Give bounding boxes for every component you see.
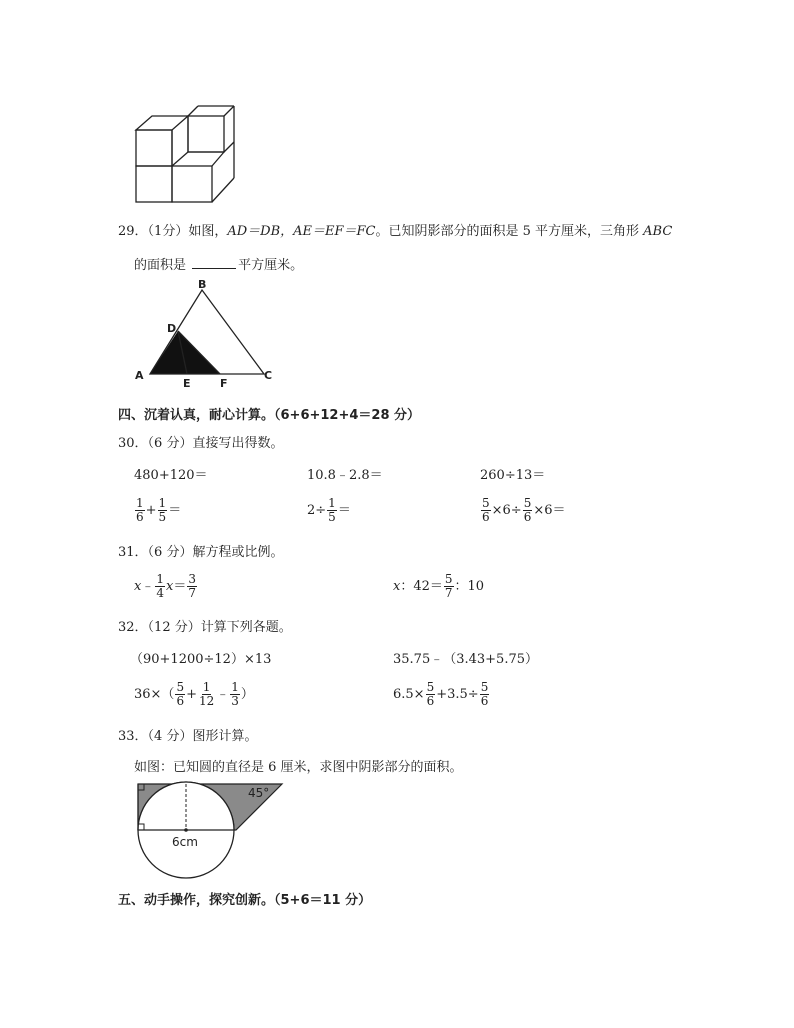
vertex-b-label: B xyxy=(198,280,207,291)
q30-problem-1: 480+120＝ xyxy=(134,468,208,483)
fraction: $\frac{3}{7}$ xyxy=(188,572,196,600)
triangle-abc-figure xyxy=(130,280,280,390)
q30-problem-5: 2÷ $\frac{1}{5}$ ＝ xyxy=(307,496,351,524)
q31-equation-2: x ：42＝ $\frac{5}{7}$ ：10 xyxy=(393,572,485,600)
q33-description: 如图：已知圆的直径是 6 厘米，求图中阴影部分的面积。 xyxy=(134,760,463,775)
q32-calc-4: 6.5× $\frac{5}{6}$ +3.5÷ $\frac{5}{6}$ xyxy=(393,680,489,708)
section-4-title: 四、沉着认真，耐心计算。（6+6+12+4＝28 分） xyxy=(118,408,421,423)
fraction: $\frac{1}{6}$ xyxy=(136,496,144,524)
q30-problem-3: 260÷13＝ xyxy=(480,468,546,483)
fraction: $\frac{5}{6}$ xyxy=(523,496,532,524)
q30-title: 30．（6 分）直接写出得数。 xyxy=(118,436,284,451)
angle-45-label: 45° xyxy=(248,786,270,800)
q32-title: 32．（12 分）计算下列各题。 xyxy=(118,620,292,635)
fraction: $\frac{1}{3}$ xyxy=(231,680,239,708)
cube-stack-figure xyxy=(130,100,240,205)
diameter-label: 6cm xyxy=(172,835,198,849)
q31-equation-1: x ﹣ $\frac{1}{4}$ x ＝ $\frac{3}{7}$ xyxy=(134,572,196,600)
q29-condition: AD＝DB，AE＝EF＝FC xyxy=(227,224,376,239)
point-d-label: D xyxy=(167,322,177,335)
vertex-c-label: C xyxy=(264,369,273,382)
fraction: $\frac{5}{6}$ xyxy=(482,496,490,524)
point-e-label: E xyxy=(183,377,191,390)
point-f-label: F xyxy=(220,377,228,390)
triangle-abc-label: ABC xyxy=(643,224,673,239)
fraction: $\frac{5}{7}$ xyxy=(444,572,453,600)
q30-problem-2: 10.8﹣2.8＝ xyxy=(307,468,383,483)
circle-shaded-figure xyxy=(132,780,286,880)
q29-line1: 29．（1分）如图，AD＝DB，AE＝EF＝FC。已知阴影部分的面积是 5 平方厘米，三角形 ABC xyxy=(118,224,673,239)
fraction: $\frac{5}{6}$ xyxy=(176,680,185,708)
fraction: $\frac{1}{12}$ xyxy=(198,680,215,708)
vertex-a-label: A xyxy=(135,369,144,382)
fraction: $\frac{5}{6}$ xyxy=(426,680,435,708)
fraction: $\frac{1}{4}$ xyxy=(156,572,164,600)
q29-answer-blank[interactable] xyxy=(192,256,236,269)
q30-problem-4: $\frac{1}{6}$ + $\frac{1}{5}$ ＝ xyxy=(136,496,182,524)
section-5-title: 五、动手操作，探究创新。（5+6＝11 分） xyxy=(118,893,372,908)
q30-problem-6: $\frac{5}{6}$ ×6÷ $\frac{5}{6}$ ×6＝ xyxy=(482,496,566,524)
q29-line2: 的面积是 平方厘米。 xyxy=(134,258,304,273)
q32-calc-1: （90+1200÷12）×13 xyxy=(130,652,272,667)
q33-title: 33．（4 分）图形计算。 xyxy=(118,729,258,744)
center-point xyxy=(184,828,188,832)
fraction: $\frac{1}{5}$ xyxy=(158,496,167,524)
fraction: $\frac{5}{6}$ xyxy=(480,680,489,708)
q31-title: 31．（6 分）解方程或比例。 xyxy=(118,545,284,560)
q32-calc-2: 35.75﹣（3.43+5.75） xyxy=(393,652,538,667)
q32-calc-3: 36×（ $\frac{5}{6}$ + $\frac{1}{12}$ ﹣ $\frac{1}{3}$ ） xyxy=(134,680,254,708)
fraction: $\frac{1}{5}$ xyxy=(328,496,336,524)
